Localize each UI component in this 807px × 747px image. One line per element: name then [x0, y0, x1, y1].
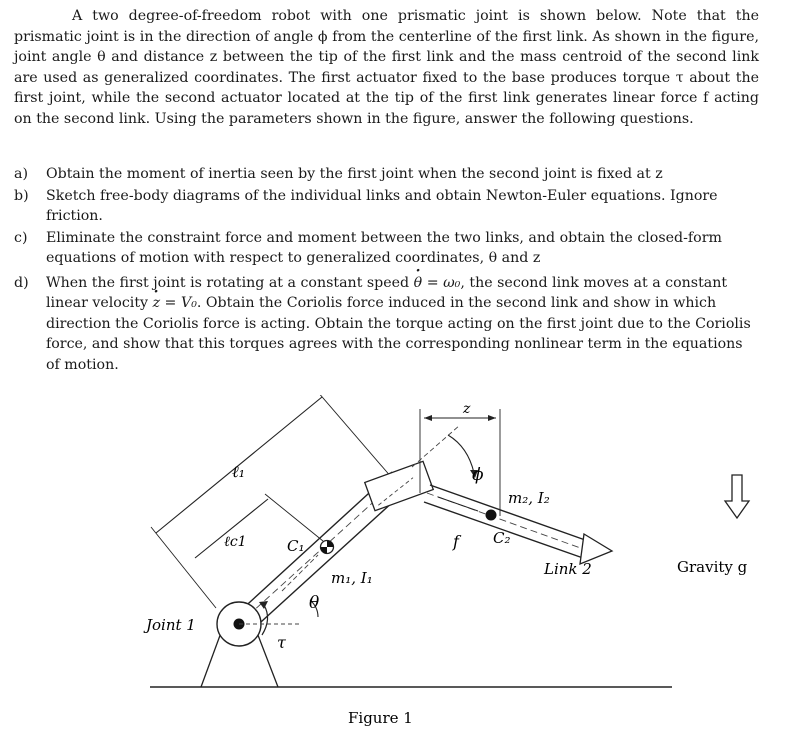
question-text: When the first joint is rotating at a constant speed [46, 274, 414, 291]
label-c1: C₁ [287, 537, 305, 555]
label-tau: τ [277, 633, 286, 652]
label-l1: ℓ₁ [232, 462, 246, 481]
question-text: Eliminate the constraint force and moment between the two links, and obtain the closed-form equations of motion with respect to generalized coordinates, θ and z [46, 229, 722, 266]
label-z: z [463, 401, 471, 417]
question-text: , the second link moves at a constant linear velocity [46, 274, 728, 311]
question-d [14, 273, 759, 376]
link1-extension-dashed [412, 425, 460, 467]
question-c [14, 228, 759, 269]
label-m2-i2: m₂, I₂ [508, 489, 550, 507]
label-theta: θ [309, 593, 320, 613]
theta-dot-symbol: · θ [414, 273, 423, 294]
label-gravity: Gravity g [677, 558, 748, 576]
question-label: b) [14, 187, 29, 204]
equation: = ω₀ [422, 274, 461, 291]
equation: = V₀ [160, 295, 197, 311]
question-a [14, 164, 759, 185]
gravity-arrow [725, 475, 749, 518]
z-dot-symbol: · z [153, 293, 160, 314]
label-m1-i1: m₁, I₁ [331, 569, 373, 587]
question-text: Obtain the moment of inertia seen by the first joint when the second joint is fixed at z [46, 166, 663, 182]
question-label: a) [14, 166, 28, 182]
l1-extension-right [317, 395, 392, 478]
question-label: d) [14, 274, 29, 291]
l1-extension-left [151, 527, 216, 608]
z-arrowhead-left [424, 415, 432, 421]
question-label: c) [14, 229, 28, 246]
label-joint1: Joint 1 [146, 616, 196, 634]
base-support-right [256, 630, 278, 687]
label-f: f [453, 532, 459, 551]
label-c2: C₂ [493, 529, 511, 547]
label-link2: Link 2 [544, 560, 592, 578]
c2-centroid [486, 510, 497, 521]
z-arrowhead-right [488, 415, 496, 421]
question-text: Sketch free-body diagrams of the individual links and obtain Newton-Euler equations. Ignore friction. [46, 187, 718, 224]
base-support-left [201, 630, 222, 687]
question-text: . Obtain the Coriolis force induced in the second link and show in which direction the Coriolis force is acting. Obtain the torque acting on the first joint due to the Coriolis force, and show that this torques agrees with the corresponding nonlinear term in the equations of motion. [46, 295, 751, 373]
phi-arc [448, 435, 474, 473]
problem-intro: A two degree-of-freedom robot with one prismatic joint is shown below. Note that the prismatic joint is in the direction of angle ϕ from the centerline of the first link. As shown in the figure, joint angle θ and distance z between the tip of the first link and the mass centroid of the second link are used as generalized coordinates. The first actuator fixed to the base produces torque τ about the first joint, while the second actuator located at the tip of the first link generates linear force f acting on the second link. Using the parameters shown in the figure, answer the following questions. [14, 8, 759, 127]
figure-1 [0, 395, 807, 743]
robot-diagram [0, 395, 807, 743]
lc1-extension-right [265, 494, 323, 541]
question-list [14, 164, 759, 376]
label-lc1: ℓc1 [224, 534, 247, 550]
prismatic-joint [365, 461, 434, 510]
figure-caption: Figure 1 [348, 709, 413, 727]
question-b [14, 186, 759, 227]
label-phi: ϕ [472, 465, 484, 485]
